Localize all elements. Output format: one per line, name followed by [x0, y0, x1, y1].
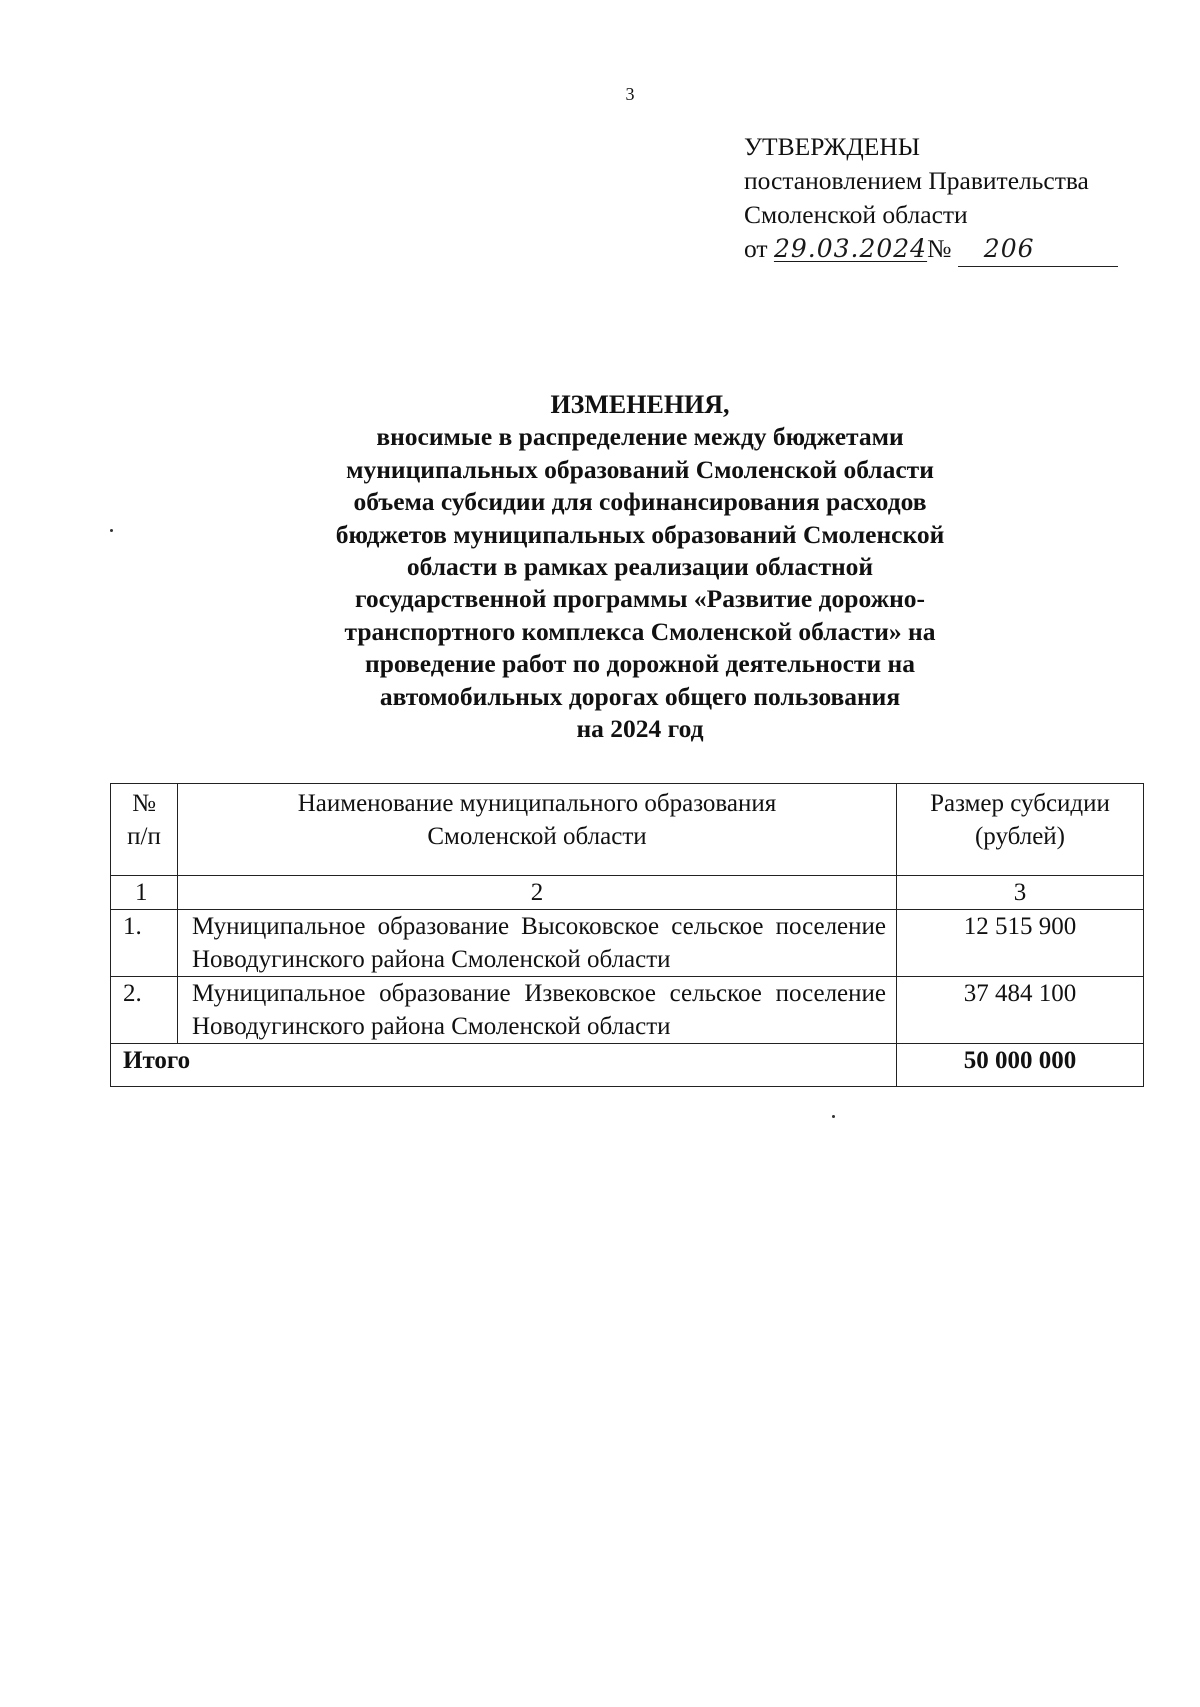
- header-num-line-2: п/п: [127, 823, 161, 850]
- header-sum-line-2: (рублей): [974, 823, 1066, 850]
- title-line: автомобильных дорогах общего пользования: [379, 681, 901, 711]
- date-prefix: от: [744, 234, 768, 263]
- header-num: [111, 784, 178, 876]
- total-sum: 50 000 000: [897, 1044, 1144, 1087]
- row-name: Муниципальное образование Высоковское сельское поселение Новодугинского района Смоленской области: [178, 910, 897, 977]
- column-number: 2: [178, 876, 897, 910]
- approval-date-row: [744, 232, 1118, 267]
- title-line: области в рамках реализации областной: [406, 552, 874, 582]
- header-sum-line-1: Размер субсидии: [930, 790, 1110, 817]
- handwritten-date: 29.03.2024: [773, 234, 928, 263]
- column-number: 3: [897, 876, 1144, 910]
- title-line: государственной программы «Развитие дорожно-: [354, 584, 925, 614]
- scan-speck: [832, 1115, 835, 1118]
- row-num: 1.: [111, 910, 178, 977]
- table-row: [111, 910, 1144, 977]
- header-num-line-1: №: [132, 790, 156, 817]
- total-label: Итого: [111, 1044, 897, 1087]
- approval-line-2: Смоленской области: [744, 200, 968, 229]
- title-line: муниципальных образований Смоленской области: [346, 454, 934, 484]
- title-line: бюджетов муниципальных образований Смоленской: [335, 519, 945, 549]
- handwritten-number: 206: [983, 234, 1035, 263]
- title-line: объема субсидии для софинансирования расходов: [353, 487, 927, 517]
- title-line: на 2024 год: [576, 714, 704, 744]
- table-row: [111, 977, 1144, 1044]
- header-sum: [897, 784, 1144, 876]
- title-line: проведение работ по дорожной деятельности на: [365, 649, 915, 679]
- column-number: 1: [111, 876, 178, 910]
- page-number: 3: [625, 84, 635, 104]
- title-main: ИЗМЕНЕНИЯ,: [550, 390, 730, 419]
- approval-heading: УТВЕРЖДЕНЫ: [744, 132, 920, 161]
- row-num: 2.: [111, 977, 178, 1044]
- approval-line-1: постановлением Правительства: [744, 166, 1089, 195]
- title-line: вносимые в распределение между бюджетами: [376, 422, 904, 452]
- column-number-row: [111, 876, 1144, 910]
- subsidy-table: [110, 783, 1144, 1087]
- header-name-line-2: Смоленской области: [427, 823, 647, 850]
- number-underline: [958, 232, 1118, 267]
- document-title: [220, 389, 1060, 745]
- total-row: [111, 1044, 1144, 1087]
- row-sum: 12 515 900: [897, 910, 1144, 977]
- header-name-line-1: Наименование муниципального образования: [297, 790, 777, 817]
- row-name: Муниципальное образование Извековское сельское поселение Новодугинского района Смоленской области: [178, 977, 897, 1044]
- title-line: транспортного комплекса Смоленской области» на: [344, 616, 936, 646]
- scan-speck: [110, 529, 113, 532]
- header-name: [178, 784, 897, 876]
- row-sum: 37 484 100: [897, 977, 1144, 1044]
- approval-stamp: [744, 130, 1118, 267]
- table-header-row: [111, 784, 1144, 876]
- number-sign: №: [927, 234, 952, 263]
